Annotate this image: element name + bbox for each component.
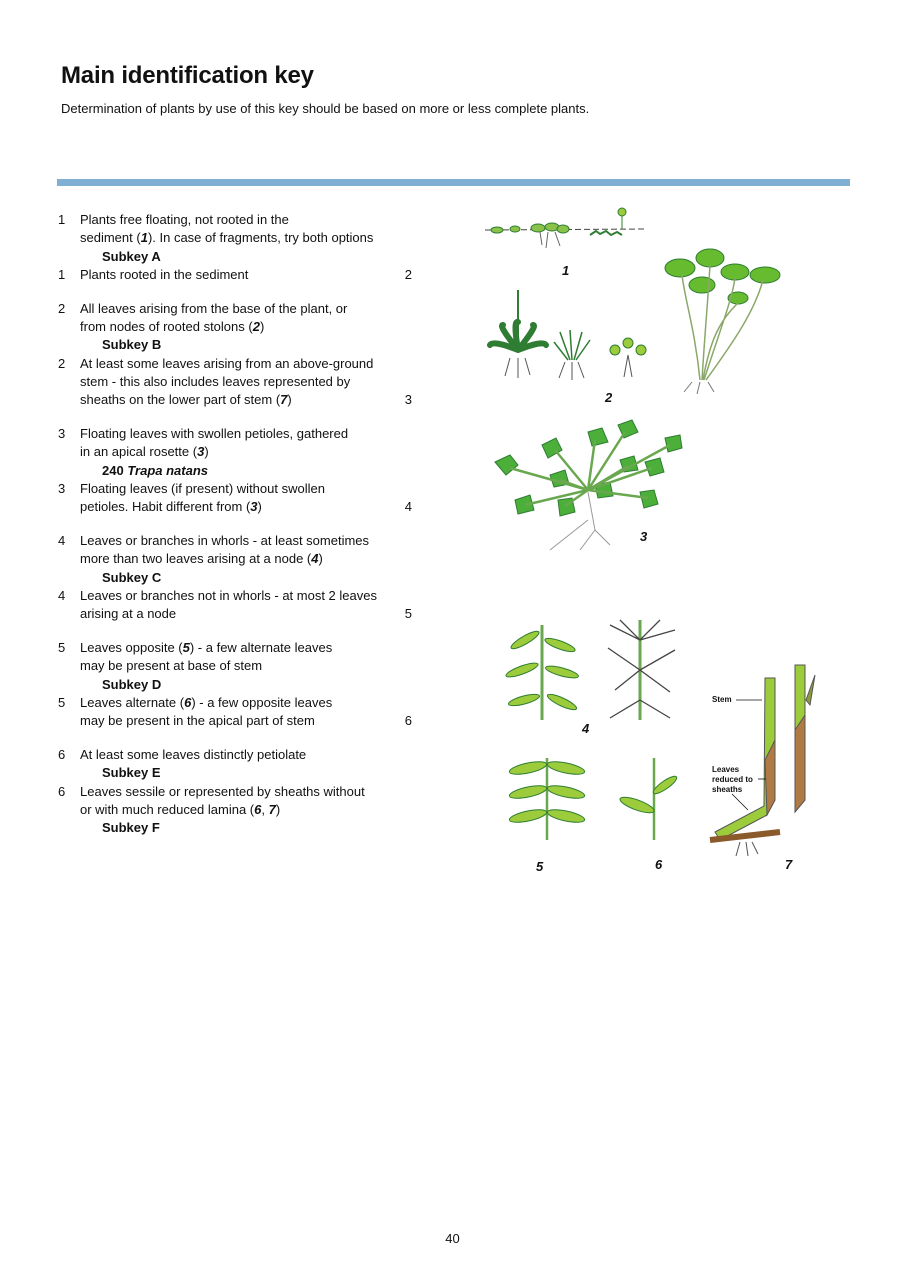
key-lead bbox=[58, 587, 418, 624]
key-lead bbox=[58, 480, 418, 517]
figure-2-rosette-plants bbox=[490, 249, 780, 394]
lead-text: ) bbox=[287, 392, 292, 408]
lead-text: arising at a node bbox=[80, 606, 177, 622]
lead-text: Leaves or branches not in whorls - at most 2 leaves bbox=[80, 587, 377, 603]
subkey-result: Subkey A bbox=[102, 248, 161, 264]
lead-text: Floating leaves with swollen petioles, gathered bbox=[80, 425, 349, 441]
figure-4-whorled-plants bbox=[505, 620, 675, 720]
figure-ref: 7 bbox=[280, 392, 288, 408]
species-number: 240 bbox=[102, 462, 124, 478]
lead-number: 2 bbox=[58, 355, 66, 371]
stem-label: Stem bbox=[712, 695, 732, 704]
species-name: Trapa natans bbox=[127, 462, 209, 478]
figure-label-2: 2 bbox=[605, 390, 613, 405]
lead-number: 4 bbox=[58, 532, 66, 548]
lead-text: Plants free floating, not rooted in the bbox=[80, 212, 289, 227]
section-divider bbox=[57, 179, 850, 186]
subkey-result: Subkey C bbox=[102, 569, 162, 585]
figure-7-sheath-stems bbox=[710, 665, 815, 856]
page-subtitle: Determination of plants by use of this key should be based on more or less complete plants. bbox=[61, 101, 590, 116]
key-lead bbox=[58, 425, 418, 462]
lead-number: 3 bbox=[58, 425, 66, 441]
key-lead bbox=[58, 300, 418, 337]
goto-number: 6 bbox=[404, 713, 412, 729]
lead-text: ). In case of fragments, try both options bbox=[147, 230, 374, 246]
goto-number: 5 bbox=[404, 606, 412, 622]
figure-label-4: 4 bbox=[582, 721, 590, 736]
couplet-1 bbox=[58, 211, 418, 284]
subkey-result: Subkey B bbox=[102, 337, 162, 353]
lead-text: Floating leaves (if present) without swollen bbox=[80, 480, 325, 496]
key-lead bbox=[58, 266, 418, 284]
lead-text: ) bbox=[257, 499, 262, 515]
page-title: Main identification key bbox=[61, 62, 314, 89]
lead-number: 1 bbox=[58, 266, 66, 282]
sheath-label-line2: reduced to bbox=[712, 775, 753, 784]
figure-ref: 6 bbox=[254, 801, 262, 817]
lead-text: or with much reduced lamina ( bbox=[80, 801, 255, 817]
sheath-label-line1: Leaves bbox=[712, 765, 740, 774]
lead-number: 1 bbox=[58, 212, 66, 227]
lead-text: sheaths on the lower part of stem ( bbox=[80, 392, 281, 408]
lead-text: from nodes of rooted stolons ( bbox=[80, 318, 253, 334]
lead-text: Plants rooted in the sediment bbox=[80, 266, 249, 282]
figure-ref: 4 bbox=[311, 551, 319, 567]
key-lead bbox=[58, 532, 418, 569]
lead-text: Leaves opposite ( bbox=[80, 639, 183, 655]
lead-text: Leaves sessile or represented by sheaths without bbox=[80, 783, 365, 799]
plant-illustrations bbox=[470, 200, 850, 900]
lead-text: may be present in the apical part of stem bbox=[80, 713, 315, 729]
lead-number: 6 bbox=[58, 746, 66, 762]
illustration-canvas bbox=[470, 200, 850, 900]
figure-label-1: 1 bbox=[562, 263, 570, 278]
figure-label-3: 3 bbox=[640, 529, 648, 544]
identification-key bbox=[58, 211, 418, 853]
lead-text: ) bbox=[318, 551, 323, 567]
lead-text: Leaves alternate ( bbox=[80, 694, 185, 710]
lead-number: 4 bbox=[58, 587, 66, 603]
lead-text: All leaves arising from the base of the plant, or bbox=[80, 300, 348, 316]
figure-3-trapa-rosette bbox=[495, 420, 682, 550]
lead-number: 2 bbox=[58, 300, 66, 316]
figure-ref: 3 bbox=[250, 499, 258, 515]
sheath-label-line3: sheaths bbox=[712, 785, 743, 794]
key-lead bbox=[58, 211, 418, 248]
couplet-6 bbox=[58, 746, 418, 837]
lead-text: ) bbox=[259, 318, 265, 334]
lead-text: may be present at base of stem bbox=[80, 658, 263, 674]
lead-number: 5 bbox=[58, 694, 66, 710]
key-lead bbox=[58, 355, 418, 410]
lead-number: 5 bbox=[58, 639, 66, 655]
couplet-5 bbox=[58, 639, 418, 730]
couplet-3 bbox=[58, 425, 418, 516]
key-lead bbox=[58, 783, 418, 820]
lead-text: ) - a few opposite leaves bbox=[191, 694, 333, 710]
figure-ref: 7 bbox=[268, 801, 276, 817]
figure-ref: 2 bbox=[252, 318, 260, 334]
lead-text: At least some leaves arising from an above-ground bbox=[80, 355, 374, 371]
figure-label-7: 7 bbox=[785, 857, 793, 872]
subkey-result: Subkey E bbox=[102, 765, 161, 781]
figure-ref: 1 bbox=[140, 230, 148, 246]
figure-ref: 6 bbox=[184, 694, 192, 710]
lead-text: At least some leaves distinctly petiolate bbox=[80, 746, 307, 762]
subkey-result: Subkey F bbox=[102, 820, 160, 836]
figure-label-5: 5 bbox=[536, 859, 544, 874]
lead-number: 3 bbox=[58, 480, 66, 496]
key-lead bbox=[58, 694, 418, 731]
key-lead bbox=[58, 639, 418, 676]
figure-label-6: 6 bbox=[655, 857, 663, 872]
goto-number: 2 bbox=[404, 266, 412, 282]
lead-number: 6 bbox=[58, 783, 66, 799]
couplet-4 bbox=[58, 532, 418, 623]
lead-text: stem - this also includes leaves represented by bbox=[80, 373, 351, 389]
subkey-result: Subkey D bbox=[102, 676, 162, 692]
figure-1-floating-plants bbox=[485, 208, 645, 248]
figure-5-opposite-leaves bbox=[508, 758, 585, 840]
lead-text: ) bbox=[275, 801, 281, 817]
lead-text: , bbox=[261, 801, 269, 817]
goto-number: 4 bbox=[404, 499, 412, 515]
species-result bbox=[58, 462, 418, 480]
lead-text: more than two leaves arising at a node ( bbox=[80, 551, 312, 567]
figure-ref: 3 bbox=[197, 444, 205, 460]
page-number: 40 bbox=[445, 1231, 460, 1246]
couplet-2 bbox=[58, 300, 418, 410]
lead-text: petioles. Habit different from ( bbox=[80, 499, 251, 515]
figure-6-alternate-leaves bbox=[618, 758, 678, 840]
lead-text: ) - a few alternate leaves bbox=[189, 639, 333, 655]
lead-text: sediment ( bbox=[80, 230, 141, 246]
key-lead bbox=[58, 746, 418, 764]
goto-number: 3 bbox=[404, 392, 412, 408]
lead-text: ) bbox=[204, 444, 209, 460]
lead-text: in an apical rosette ( bbox=[80, 444, 198, 460]
lead-text: Leaves or branches in whorls - at least sometimes bbox=[80, 532, 370, 548]
figure-ref: 5 bbox=[182, 639, 190, 655]
